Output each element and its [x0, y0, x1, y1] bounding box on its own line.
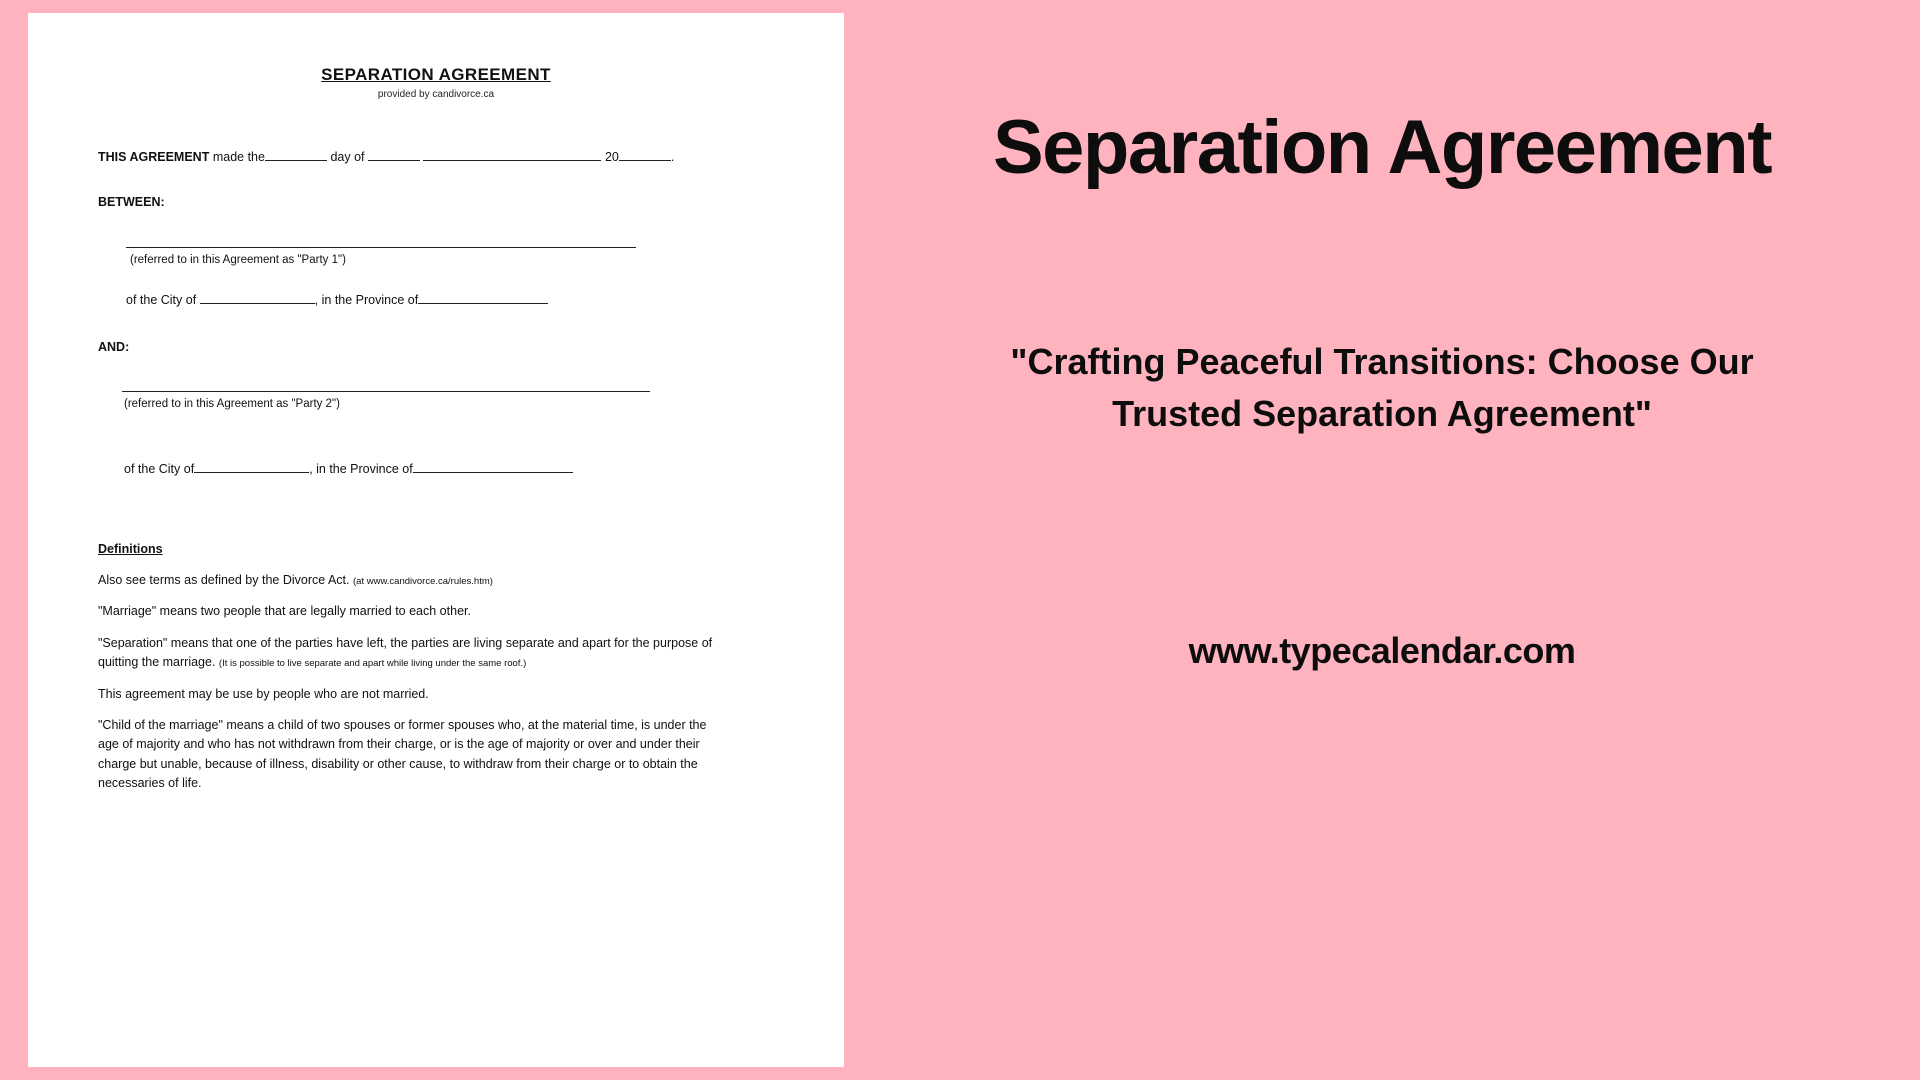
- definition-note: (at www.candivorce.ca/rules.htm): [353, 576, 493, 587]
- definition-note: (It is possible to live separate and apart while living under the same roof.): [218, 658, 527, 670]
- document-title: SEPARATION AGREEMENT: [321, 65, 551, 84]
- definition-paragraph: [98, 634, 713, 673]
- party1-name-blank: [126, 246, 636, 248]
- document-provider: provided by candivorce.ca: [377, 89, 495, 100]
- definition-text: "Child of the marriage" means a child of two spouses or former spouses who, at the material time, is under the age of majority and who has not withdrawn from their charge, or is the age of majority or over and under their charge but unable, because of illness, disability or other cause, to withdraw from their charge or to obtain the necessaries of life.: [98, 717, 707, 790]
- definition-text: "Separation" means that one of the parties have left, the parties are living separate and apart for the purpose of quitting the marriage.: [98, 635, 713, 670]
- party1-province-blank: [418, 291, 548, 304]
- party1-city-blank: [200, 291, 315, 304]
- document-preview: [28, 13, 844, 1067]
- party1-province-prefix: , in the Province of: [314, 292, 419, 307]
- party2-province-blank: [413, 460, 573, 473]
- promo-title: Separation Agreement: [992, 105, 1772, 190]
- document-body: [28, 148, 844, 793]
- blank-day: [265, 148, 327, 161]
- agreement-period: .: [670, 150, 675, 164]
- agreement-day-of: day of: [330, 150, 365, 164]
- agreement-made-the: made the: [212, 150, 265, 164]
- promo-tagline: "Crafting Peaceful Transitions: Choose Our Trusted Separation Agreement": [1010, 341, 1754, 435]
- definition-text: "Marriage" means two people that are legally married to each other.: [98, 604, 471, 619]
- party2-reference: (referred to in this Agreement as "Party 2"): [124, 398, 340, 411]
- party1-city-prefix: of the City of: [126, 292, 197, 307]
- agreement-year-prefix: 20: [604, 150, 619, 164]
- promo-panel: [844, 0, 1920, 1080]
- definition-paragraph: [98, 685, 713, 704]
- blank-year: [619, 148, 671, 161]
- document-page: [28, 13, 844, 1067]
- definition-text: This agreement may be use by people who are not married.: [98, 686, 429, 701]
- promo-url: www.typecalendar.com: [1188, 630, 1576, 672]
- party1-city-line: [126, 291, 788, 310]
- blank-month-short: [368, 148, 420, 161]
- party2-name-blank: [122, 390, 650, 392]
- blank-month: [423, 148, 601, 161]
- party2-city-line: [124, 460, 788, 479]
- definition-text: Also see terms as defined by the Divorce Act.: [98, 573, 350, 587]
- label-and: AND:: [98, 339, 130, 354]
- definition-paragraph: [98, 716, 713, 794]
- definitions-heading: Definitions: [98, 542, 163, 557]
- party2-city-prefix: of the City of: [124, 461, 195, 476]
- definition-paragraph: [98, 602, 713, 621]
- label-between: BETWEEN:: [98, 194, 165, 209]
- party1-reference: (referred to in this Agreement as "Party 1"): [130, 253, 346, 266]
- agreement-date-line: [98, 148, 788, 167]
- agreement-bold-lead: THIS AGREEMENT: [98, 150, 210, 164]
- party2-city-blank: [194, 460, 309, 473]
- party2-province-prefix: , in the Province of: [309, 461, 413, 476]
- definition-paragraph: [98, 571, 713, 590]
